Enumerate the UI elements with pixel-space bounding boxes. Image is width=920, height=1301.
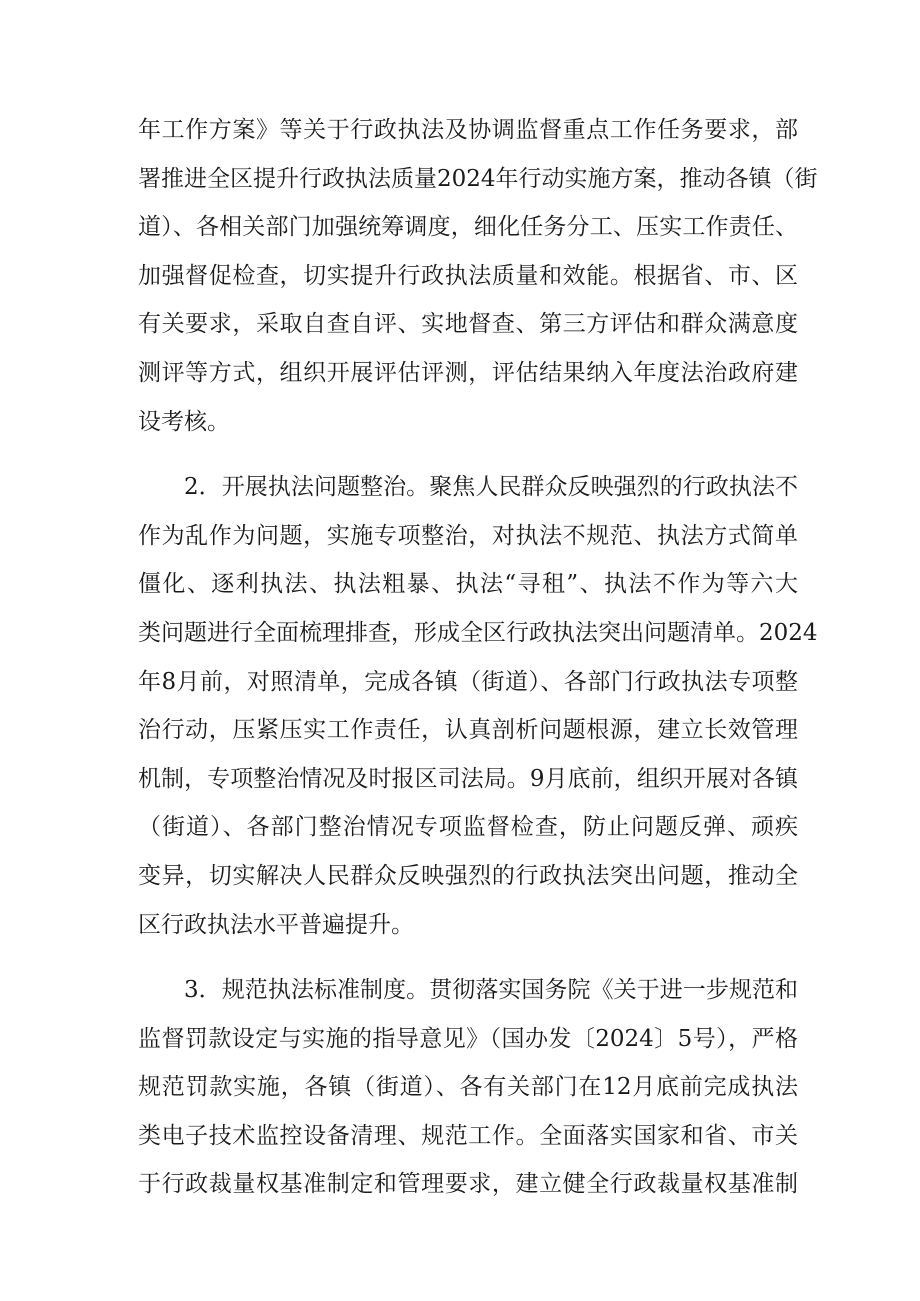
text-line: 区行政执法水平普遍提升。 [138,911,414,938]
paragraph-3 [138,966,798,1209]
text-line: 加强督促检查，切实提升行政执法质量和效能。根据省、市、区 [138,262,798,289]
paragraph-spacer [138,446,798,463]
text-line: 作为乱作为问题，实施专项整治，对执法不规范、执法方式简单 [138,522,798,549]
text-line: 年工作方案》等关于行政执法及协调监督重点工作任务要求，部 [138,117,798,143]
text-line: 设考核。 [138,408,230,435]
text-line: 监督罚款设定与实施的指导意见》（国办发〔2024〕5号），严格 [138,1025,798,1052]
text-line: 年8月前，对照清单，完成各镇（街道）、各部门行政执法专项整 [138,668,798,695]
text-line: 署推进全区提升行政执法质量2024年行动实施方案，推动各镇（街 [138,165,818,192]
text-line: 规范罚款实施，各镇（街道）、各有关部门在12月底前完成执法 [138,1074,798,1101]
paragraph-spacer [138,949,798,966]
text-line: 于行政裁量权基准制定和管理要求，建立健全行政裁量权基准制 [138,1171,798,1198]
document-body [138,106,818,1209]
text-line: 治行动，压紧压实工作责任，认真剖析问题根源，建立长效管理 [138,717,798,744]
text-line: 僵化、逐利执法、执法粗暴、执法“寻租”、执法不作为等六大 [138,571,798,598]
paragraph-1 [138,106,818,446]
text-line: 3．规范执法标准制度。贯彻落实国务院《关于进一步规范和 [184,977,798,1004]
paragraph-2 [138,463,818,949]
text-line: 机制，专项整治情况及时报区司法局。9月底前，组织开展对各镇 [138,765,798,792]
text-line: 道）、各相关部门加强统筹调度，细化任务分工、压实工作责任、 [138,214,798,241]
text-line: 测评等方式，组织开展评估评测，评估结果纳入年度法治政府建 [138,359,798,386]
text-line: （街道）、各部门整治情况专项监督检查，防止问题反弹、顽疾 [138,814,798,841]
text-line: 有关要求，采取自查自评、实地督查、第三方评估和群众满意度 [138,311,798,338]
text-line: 2．开展执法问题整治。聚焦人民群众反映强烈的行政执法不 [184,474,798,501]
text-line: 变异，切实解决人民群众反映强烈的行政执法突出问题，推动全 [138,862,798,889]
text-line: 类电子技术监控设备清理、规范工作。全面落实国家和省、市关 [138,1122,798,1149]
text-line: 类问题进行全面梳理排查，形成全区行政执法突出问题清单。2024 [138,619,818,646]
